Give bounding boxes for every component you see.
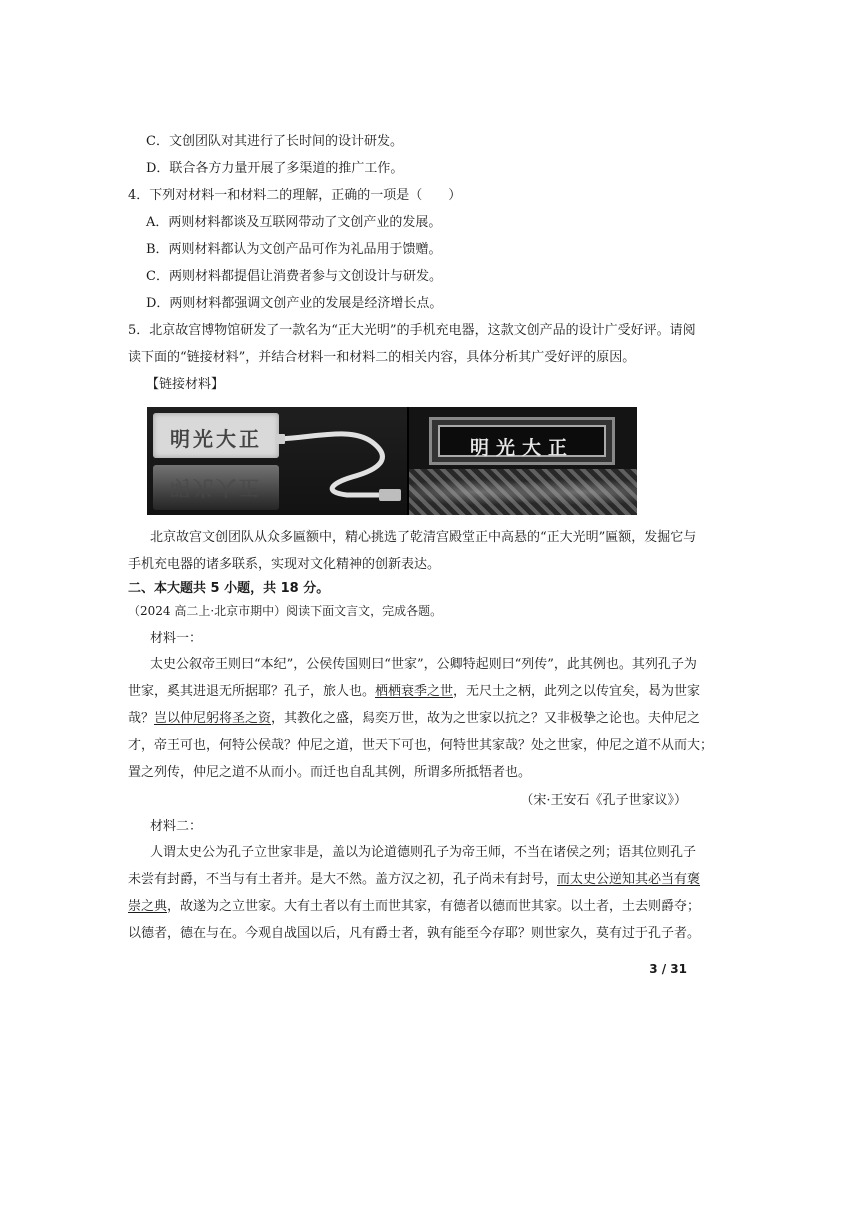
link-material-title: 【链接材料】	[146, 377, 225, 392]
usb-cable-icon	[147, 407, 407, 515]
q4-option-d: D．两则材料都强调文创产业的发展是经济增长点。	[146, 296, 443, 311]
material-2-line2: 未尝有封爵，不当与有土者并。是大不然。盖方汉之初，孔子尚未有封号，而太史公逆知其必当有褒	[128, 872, 701, 887]
question-5-stem-line2: 读下面的“链接材料”，并结合材料一和材料二的相关内容，具体分析其广受好评的原因。	[128, 350, 636, 365]
underlined-phrase: 崇之典	[128, 899, 168, 914]
option-c: C．文创团队对其进行了长时间的设计研发。	[146, 134, 403, 149]
plaque-photo	[409, 407, 637, 515]
material-2-line4: 以德者，德在与在。今观自战国以后，凡有爵士者，孰有能至今存耶？则世家久，莫有过于孔子者。	[128, 926, 701, 941]
power-bank-reflection: 明光大正	[153, 465, 279, 510]
underlined-phrase: 而太史公逆知其必当有褒	[557, 872, 701, 887]
material-1-line4: 才，帝王可也，何特公侯哉？仲尼之道，世天下可也，何特世其家哉？处之世家，仲尼之道不从而大；	[128, 738, 714, 753]
charger-and-plaque-image	[147, 407, 637, 515]
page-number: 3 / 31	[649, 962, 687, 976]
section-2-source: （2024 高二上·北京市期中）阅读下面文言文，完成各题。	[128, 604, 443, 618]
material-1-line2: 世家，奚其进退无所据耶？孔子，旅人也。栖栖衰季之世，无尺土之柄，此列之以传宜矣，曷为世家	[128, 684, 701, 699]
q4-option-a: A．两则材料都谈及互联网带动了文创产业的发展。	[146, 215, 442, 230]
material-2-line3: 崇之典，故遂为之立世家。大有土者以有土而世其家，有德者以德而世其家。以土者，土去则爵夺；	[128, 899, 701, 914]
link-material-desc-line2: 手机充电器的诸多联系，实现对文化精神的创新表达。	[128, 557, 441, 572]
q4-option-b: B．两则材料都认为文创产品可作为礼品用于馈赠。	[146, 242, 442, 257]
section-2-heading: 二、本大题共 5 小题，共 18 分。	[128, 581, 330, 596]
question-4-stem: 4．下列对材料一和材料二的理解，正确的一项是（ ）	[128, 188, 462, 203]
question-5-stem-line1: 5．北京故宫博物馆研发了一款名为“正大光明”的手机充电器，这款文创产品的设计广受好评。请阅	[128, 323, 696, 338]
q4-option-c: C．两则材料都提倡让消费者参与文创设计与研发。	[146, 269, 442, 284]
power-bank-photo	[147, 407, 407, 515]
underlined-phrase: 栖栖衰季之世	[375, 684, 454, 699]
material-1-line1: 太史公叙帝王则曰“本纪”，公侯传国则曰“世家”，公卿特起则曰“列传”，此其例也。其列孔子为	[150, 657, 697, 672]
option-d: D．联合各方力量开展了多渠道的推广工作。	[146, 161, 404, 176]
power-bank: 明光大正	[153, 413, 279, 458]
link-material-desc-line1: 北京故宫文创团队从众多匾额中，精心挑选了乾清宫殿堂正中高悬的“正大光明”匾额，发掘它与	[150, 530, 697, 545]
material-2-label: 材料二：	[150, 819, 203, 834]
zheng-da-guang-ming-plaque: 明光大正	[429, 417, 615, 465]
material-1-line3: 哉？岂以仲尼躬将圣之资，其教化之盛，舄奕万世，故为之世家以抗之？又非极挚之论也。夫仲尼之	[128, 711, 701, 726]
underlined-phrase: 岂以仲尼躬将圣之资	[154, 711, 272, 726]
material-1-citation: （宋·王安石《孔子世家议》）	[520, 793, 687, 808]
material-2-line1: 人谓太史公为孔子立世家非是，盖以为论道德则孔子为帝王师，不当在诸侯之列；语其位则孔子	[150, 845, 697, 860]
material-1-line5: 置之列传，仲尼之道不从而小。而迁也自乱其例，所谓多所抵牾者也。	[128, 765, 532, 780]
material-1-label: 材料一：	[150, 631, 203, 646]
